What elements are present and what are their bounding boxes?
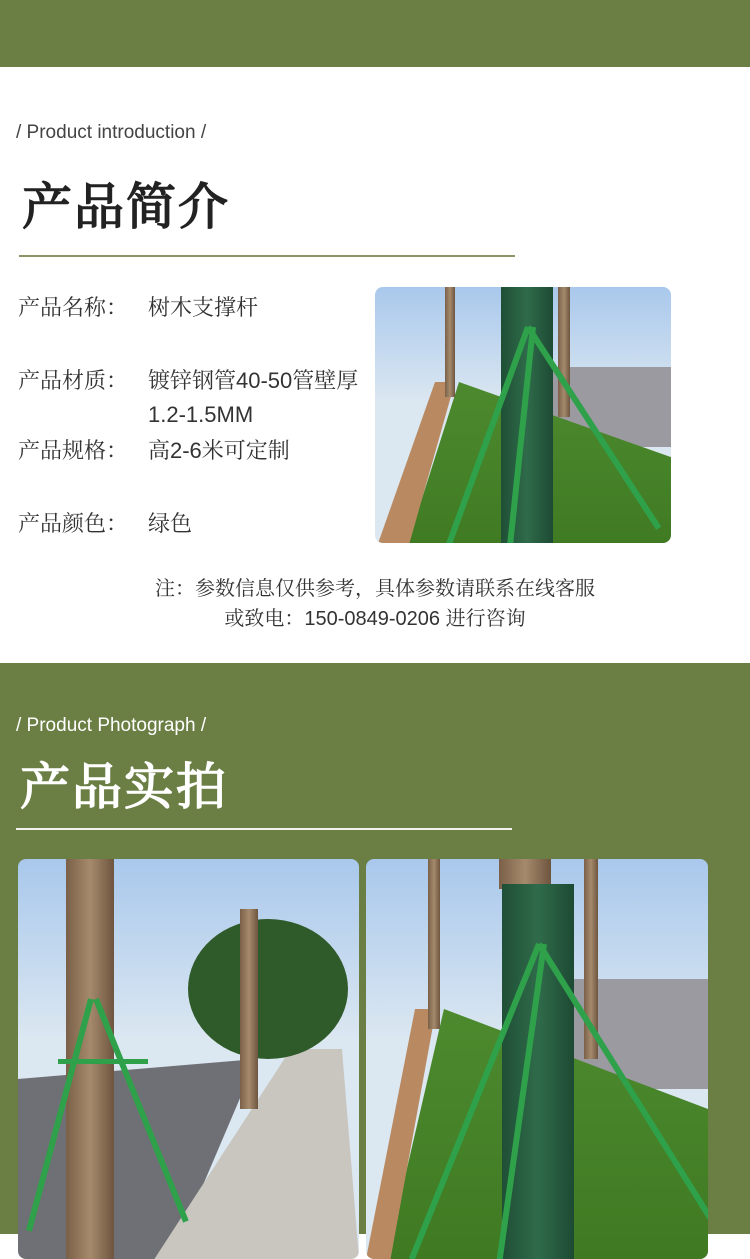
product-photo-wrapped-tree-closeup xyxy=(366,859,708,1259)
product-photo-palm-street xyxy=(18,859,359,1259)
section-title: 产品实拍 xyxy=(20,759,228,815)
spec-size xyxy=(18,434,368,468)
spec-label: 产品材质： xyxy=(18,368,129,393)
section-title: 产品简介 xyxy=(22,179,230,235)
spec-label: 产品名称： xyxy=(18,295,129,320)
section-subtitle: / Product Photograph / xyxy=(16,715,207,736)
spec-material xyxy=(18,364,368,432)
spec-value: 树木支撑杆 xyxy=(148,295,259,320)
spec-name xyxy=(18,291,368,325)
product-introduction-section xyxy=(0,67,750,663)
top-banner xyxy=(0,0,750,67)
spec-value: 绿色 xyxy=(148,511,193,536)
divider xyxy=(19,255,515,257)
spec-label: 产品规格： xyxy=(18,438,129,463)
spec-value: 高2-6米可定制 xyxy=(148,438,290,463)
product-photo-wrapped-tree xyxy=(375,287,671,543)
spec-label: 产品颜色： xyxy=(18,511,129,536)
note-line-1: 注：参数信息仅供参考，具体参数请联系在线客服 xyxy=(155,578,595,600)
divider xyxy=(16,828,512,830)
spec-color xyxy=(18,507,368,541)
note-contact-phone: 或致电：150-0849-0206 进行咨询 xyxy=(224,608,526,630)
product-photograph-section xyxy=(0,663,750,1234)
section-subtitle: / Product introduction / xyxy=(16,122,207,143)
spec-value: 镀锌钢管40-50管壁厚1.2-1.5MM xyxy=(148,368,359,427)
